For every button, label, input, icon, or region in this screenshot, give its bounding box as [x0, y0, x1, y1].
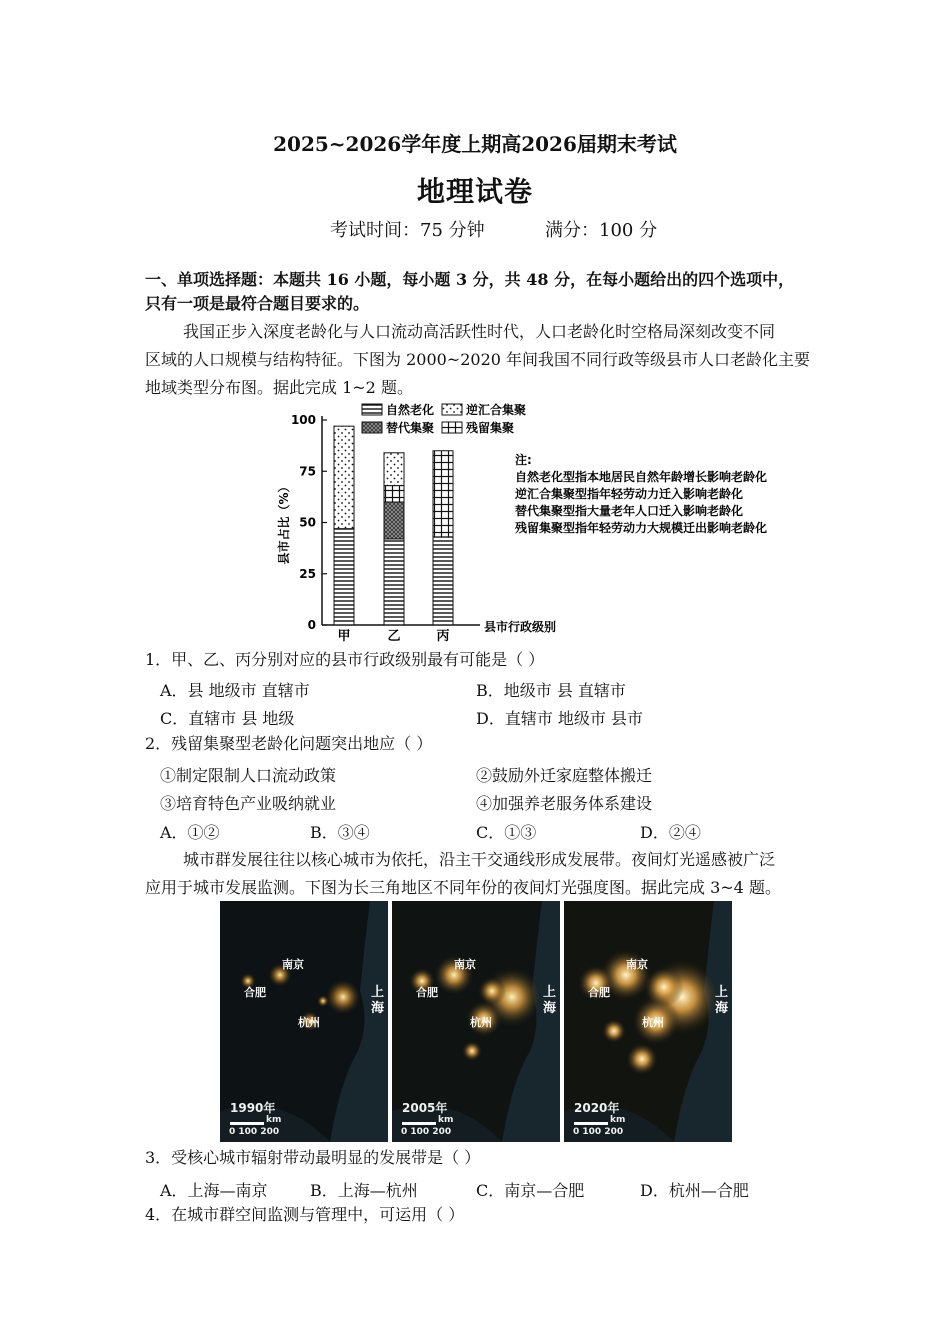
passage1-line3: 地域类型分布图。据此完成 1~2 题。 — [145, 378, 413, 397]
q1-option-c[interactable]: C．直辖市 县 地级 — [160, 709, 295, 728]
map-label-nanjing: 南京 — [282, 958, 304, 971]
legend-label: 残留集聚 — [466, 421, 515, 435]
full-score: 满分：100 分 — [545, 220, 658, 241]
q2-option-d[interactable]: D．②④ — [640, 823, 701, 842]
map-label-hefei: 合肥 — [588, 986, 610, 999]
bar-segment — [334, 426, 354, 529]
map-label-shanghai: 海 — [715, 1001, 729, 1016]
section-heading-line2: 只有一项是最符合题目要求的。 — [145, 294, 370, 313]
subject-title: 地理试卷 — [416, 175, 533, 208]
chart-note: 残留集聚型指年轻劳动力大规模迁出影响老龄化 — [515, 521, 768, 535]
y-tick-label: 100 — [290, 413, 316, 427]
y-tick-label: 75 — [299, 464, 316, 479]
x-tick-label: 甲 — [337, 629, 351, 644]
map-label-nanjing: 南京 — [454, 958, 476, 971]
exam-title: 2025~2026学年度上期高2026届期末考试 — [273, 132, 677, 156]
q2-statement-1: ①制定限制人口流动政策 — [160, 766, 337, 785]
map-scale-ticks: 0 100 200 — [401, 1127, 452, 1137]
map-label-shanghai: 上 — [715, 985, 729, 1000]
bar-segment — [384, 486, 404, 502]
bar-segment — [334, 529, 354, 625]
q2-option-b[interactable]: B．③④ — [310, 823, 370, 842]
x-tick-label: 乙 — [387, 629, 401, 644]
passage2-line2: 应用于城市发展监测。下图为长三角地区不同年份的夜间灯光强度图。据此完成 3~4 题。 — [145, 878, 781, 897]
map-scale-bar — [574, 1122, 608, 1125]
map-label-hangzhou: 杭州 — [642, 1016, 664, 1029]
map-label-hefei: 合肥 — [416, 986, 438, 999]
night-light-maps — [220, 901, 731, 1142]
bar-segment — [384, 502, 404, 539]
bar-segment — [433, 451, 453, 537]
q3-stem: 3．受核心城市辐射带动最明显的发展带是（ ） — [145, 1148, 481, 1167]
map-year-label: 2020年 — [574, 1101, 620, 1115]
x-axis-label: 县市行政级别 — [484, 620, 557, 634]
passage1-line2: 区域的人口规模与结构特征。下图为 2000~2020 年间我国不同行政等级县市人口老龄化主要 — [145, 350, 811, 369]
legend-swatch — [362, 404, 382, 415]
map-scale-bar — [402, 1122, 436, 1125]
bar-segment — [433, 537, 453, 625]
y-axis-label: 县市占比（%） — [277, 480, 291, 565]
legend-label: 逆汇合集聚 — [466, 403, 527, 417]
q2-option-a[interactable]: A．①② — [160, 823, 220, 842]
q3-option-a[interactable]: A．上海—南京 — [160, 1181, 268, 1200]
legend-label: 自然老化 — [386, 403, 435, 417]
q2-option-c[interactable]: C．①③ — [476, 823, 537, 842]
map-scale-ticks: 0 100 200 — [229, 1127, 280, 1137]
map-label-hefei: 合肥 — [244, 986, 266, 999]
q1-option-a[interactable]: A．县 地级市 直辖市 — [160, 681, 310, 700]
map-label-shanghai: 海 — [371, 1001, 385, 1016]
q1-option-d[interactable]: D．直辖市 地级市 县市 — [476, 709, 644, 728]
map-label-hangzhou: 杭州 — [470, 1016, 492, 1029]
bar-segment — [384, 453, 404, 486]
map-label-nanjing: 南京 — [626, 958, 648, 971]
q4-stem: 4．在城市群空间监测与管理中，可运用（ ） — [145, 1205, 465, 1224]
map-label-hangzhou: 杭州 — [298, 1016, 320, 1029]
aging-type-chart — [270, 396, 830, 652]
chart-note: 注: — [515, 453, 532, 467]
map-label-shanghai: 上 — [543, 985, 557, 1000]
legend-swatch — [362, 422, 382, 433]
passage1-line1: 我国正步入深度老龄化与人口流动高活跃性时代，人口老龄化时空格局深刻改变不同 — [183, 322, 776, 341]
map-scale-ticks: 0 100 200 — [573, 1127, 624, 1137]
q2-statement-3: ③培育特色产业吸纳就业 — [160, 794, 337, 813]
q1-option-b[interactable]: B．地级市 县 直辖市 — [476, 681, 626, 700]
bar-segment — [384, 539, 404, 625]
map-year-label: 2005年 — [402, 1101, 448, 1115]
q3-option-c[interactable]: C．南京—合肥 — [476, 1181, 585, 1200]
q2-statement-4: ④加强养老服务体系建设 — [476, 794, 653, 813]
map-scale-unit: km — [266, 1115, 282, 1125]
q2-statement-2: ②鼓励外迁家庭整体搬迁 — [476, 766, 653, 785]
q1-stem: 1．甲、乙、丙分别对应的县市行政级别最有可能是（ ） — [145, 650, 545, 669]
q3-option-d[interactable]: D．杭州—合肥 — [640, 1181, 749, 1200]
chart-note: 自然老化型指本地居民自然年龄增长影响老龄化 — [515, 470, 768, 484]
map-label-shanghai: 海 — [543, 1001, 557, 1016]
passage2-line1: 城市群发展往往以核心城市为依托，沿主干交通线形成发展带。夜间灯光遥感被广泛 — [183, 850, 776, 869]
chart-note: 逆汇合集聚型指年轻劳动力迁入影响老龄化 — [515, 487, 744, 501]
exam-time: 考试时间：75 分钟 — [330, 220, 485, 241]
legend-label: 替代集聚 — [386, 421, 435, 435]
legend-swatch — [442, 404, 462, 415]
chart-note: 替代集聚型指大量老年人口迁入影响老龄化 — [515, 504, 744, 518]
q2-stem: 2．残留集聚型老龄化问题突出地应（ ） — [145, 734, 433, 753]
y-tick-label: 0 — [307, 618, 316, 632]
y-tick-label: 50 — [299, 515, 316, 530]
section-heading-line1: 一、单项选择题：本题共 16 小题，每小题 3 分，共 48 分，在每小题给出的四个选项中， — [145, 270, 795, 289]
map-year-label: 1990年 — [230, 1101, 276, 1115]
map-scale-unit: km — [610, 1115, 626, 1125]
map-scale-bar — [230, 1122, 264, 1125]
x-tick-label: 丙 — [436, 629, 450, 644]
map-label-shanghai: 上 — [371, 985, 385, 1000]
y-tick-label: 25 — [299, 566, 316, 581]
q3-option-b[interactable]: B．上海—杭州 — [310, 1181, 418, 1200]
map-scale-unit: km — [438, 1115, 454, 1125]
legend-swatch — [442, 422, 462, 433]
